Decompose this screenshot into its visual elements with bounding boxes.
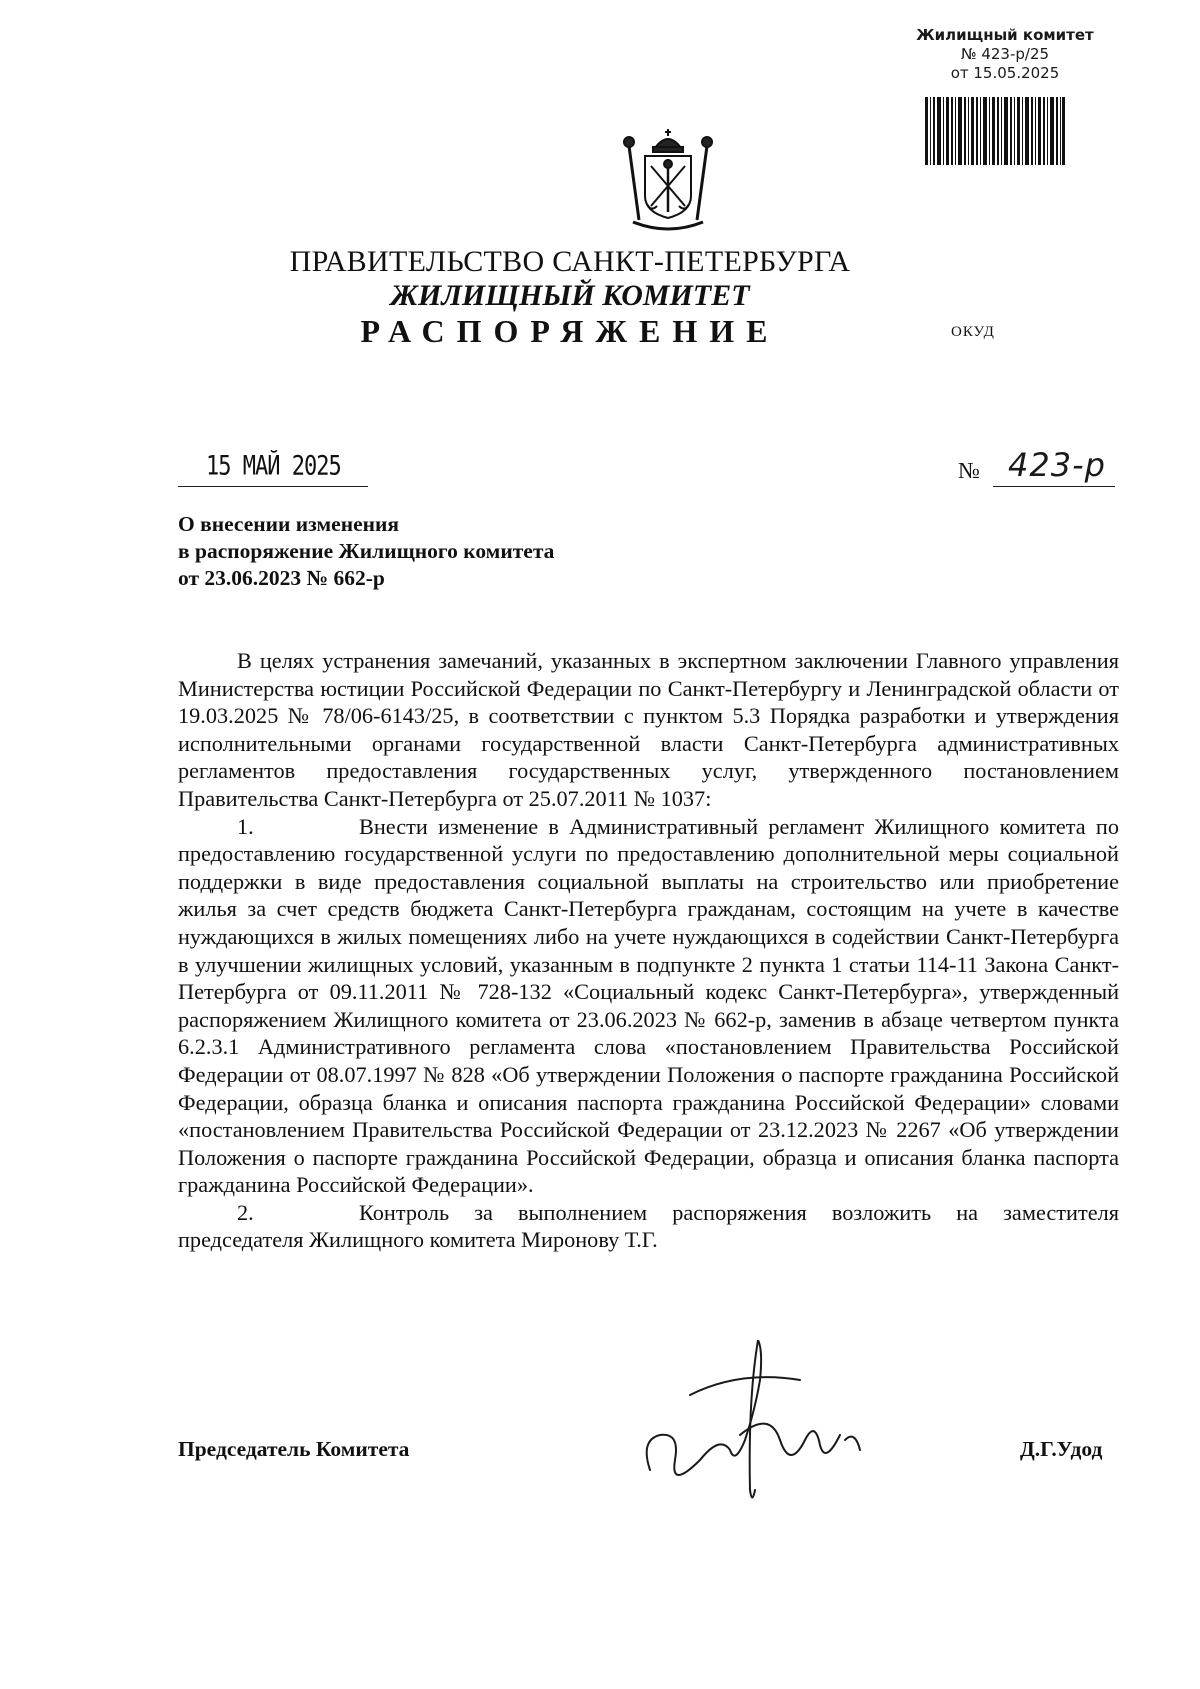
stamp-number: № 423-р/25 (960, 45, 1050, 63)
preamble-paragraph: В целях устранения замечаний, указанных в экспертном заключении Главного управления Министерства юстиции Российской Федерации по Санкт-Петербургу и Ленинградской области от 19.03.2025 № 78/06-6143/25, в соответствии с пунктом 5.3 Порядка разработки и утверждения исполнительными органами государственной власти Санкт-Петербурга административных регламентов предоставления государственных услуг, утвержденного постановлением Правительства Санкт-Петербурга от 25.07.2011 № 1037: (178, 648, 1119, 811)
okud-label: ОКУД (951, 324, 995, 340)
document-body (178, 647, 1119, 1254)
subject-line: от 23.06.2023 № 662-р (178, 566, 385, 590)
document-subject (178, 511, 554, 592)
item-text: Внести изменение в Административный регламент Жилищного комитета по предоставлению государственной услуги по предоставлению дополнительной меры социальной поддержки в виде предоставления социальной выплаты на строительство или приобретение жилья за счет средств бюджета Санкт-Петербурга гражданам, состоящим на учете в качестве нуждающихся в жилых помещениях либо на учете нуждающихся в содействии Санкт-Петербурга в улучшении жилищных условий, указанным в подпункте 2 пункта 1 статьи 114-11 Закона Санкт-Петербурга от 09.11.2011 № 728-132 «Социальный кодекс Санкт-Петербурга», утвержденный распоряжением Жилищного комитета от 23.06.2023 № 662-р, заменив в абзаце четвертом пункта 6.2.3.1 Административного регламента слова «постановлением Правительства Российской Федерации от 08.07.1997 № 828 «Об утверждении Положения о паспорте гражданина Российской Федерации, образца бланка и описания паспорта гражданина Российской Федерации» словами «постановлением Правительства Российской Федерации от 23.12.2023 № 2267 «Об утверждении Положения о паспорте гражданина Российской Федерации, образца и описания бланка паспорта гражданина Российской Федерации». (178, 813, 1119, 1198)
coat-of-arms-icon (617, 126, 719, 234)
subject-line: в распоряжение Жилищного комитета (178, 539, 555, 563)
subject-line: О внесении изменения (178, 512, 400, 536)
order-item (178, 813, 1119, 1199)
document-date: 15 МАЙ 2025 (206, 451, 341, 482)
barcode (925, 97, 1065, 165)
order-item (178, 1199, 1119, 1254)
committee-name: ЖИЛИЩНЫЙ КОМИТЕТ (390, 279, 750, 312)
stamp-title: Жилищный комитет (916, 26, 1094, 44)
document-type: РАСПОРЯЖЕНИЕ (360, 313, 780, 349)
government-name: ПРАВИТЕЛЬСТВО САНКТ-ПЕТЕРБУРГА (289, 245, 851, 278)
stamp-date: от 15.05.2025 (950, 64, 1060, 82)
item-text: Контроль за выполнением распоряжения возложить на заместителя председателя Жилищного комитета Миронову Т.Г. (178, 1199, 1119, 1253)
handwritten-signature (630, 1340, 910, 1510)
document-number: 423-р (1008, 446, 1106, 484)
item-number: 1. (237, 813, 254, 839)
date-field (178, 451, 368, 487)
number-sign: № (958, 458, 980, 483)
signatory-title: Председатель Комитета (178, 1437, 410, 1461)
signatory-name: Д.Г.Удод (1020, 1437, 1103, 1461)
item-number: 2. (237, 1199, 254, 1225)
number-field (993, 446, 1115, 487)
registration-stamp (905, 26, 1105, 83)
